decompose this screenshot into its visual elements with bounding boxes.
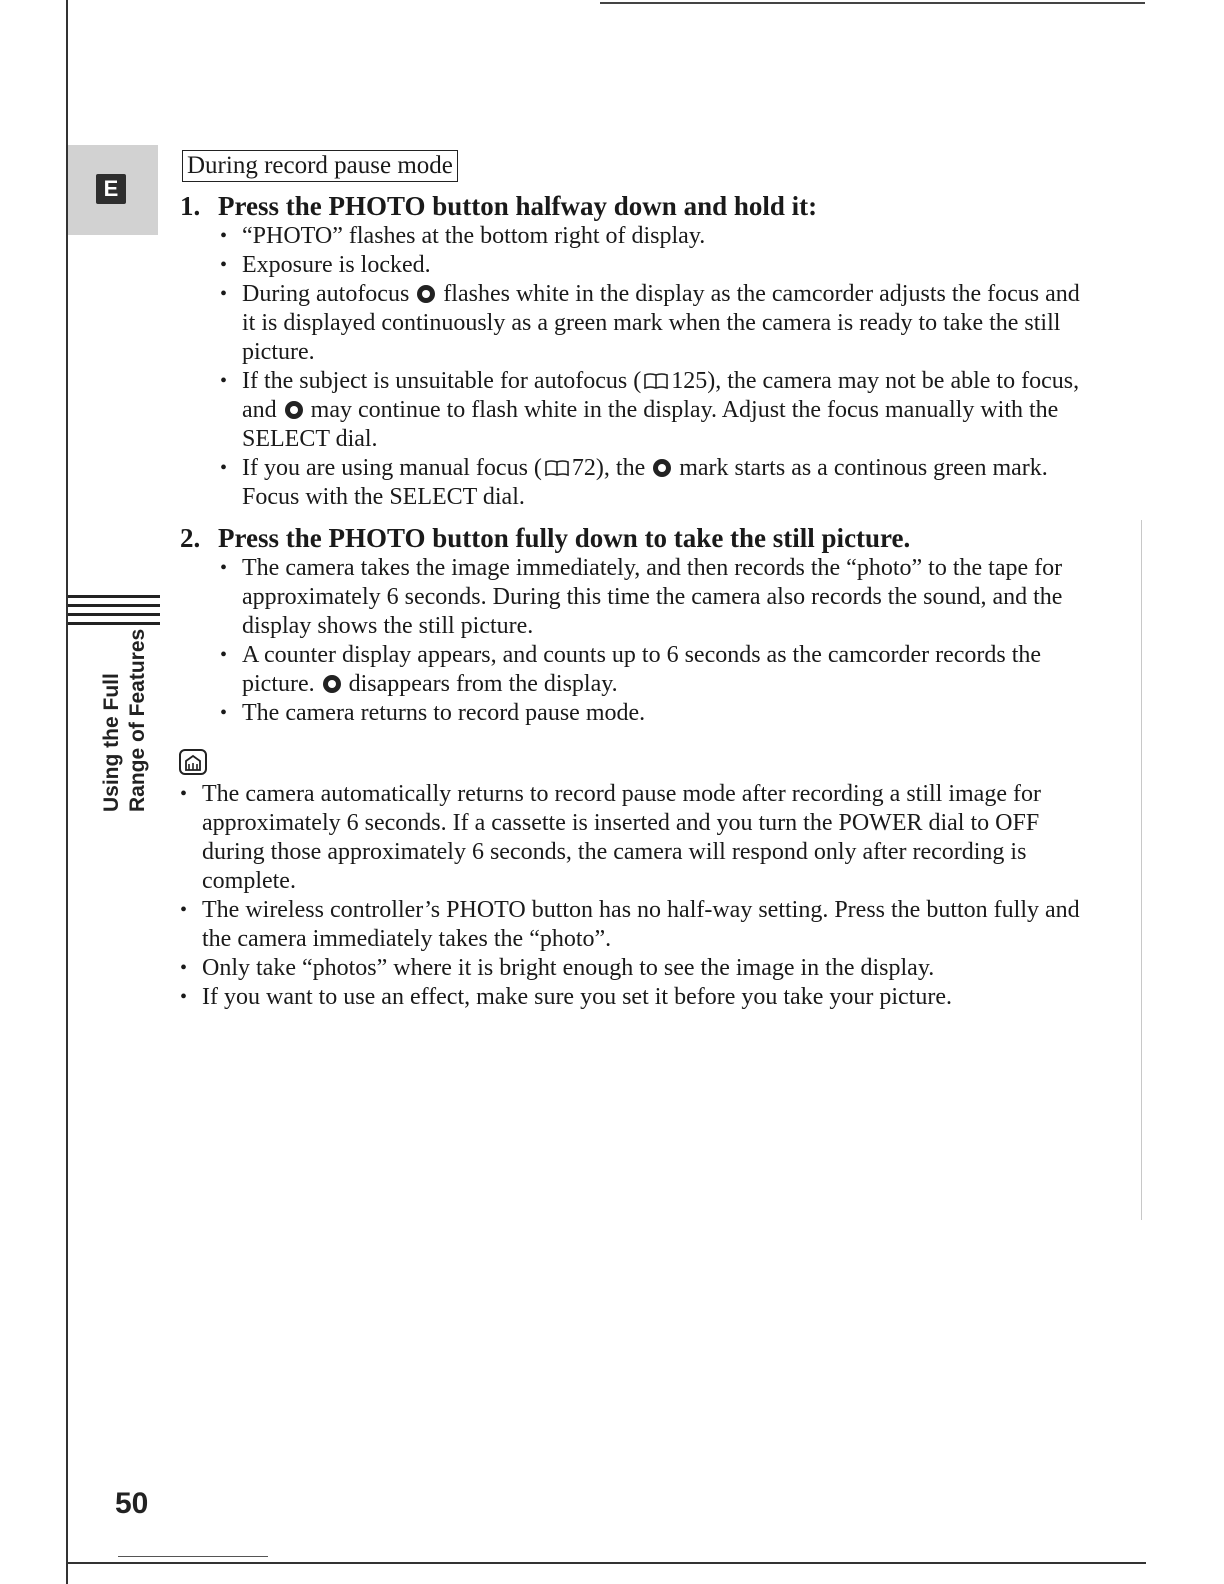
step-1	[180, 190, 1080, 512]
book-reference-icon	[643, 372, 669, 390]
list-item: • A counter display appears, and counts up to 6 seconds as the camcorder records the picture. disappears from the display.	[242, 641, 1080, 699]
left-margin-rule	[66, 0, 68, 1584]
focus-mark-icon	[323, 675, 341, 693]
focus-mark-icon	[417, 285, 435, 303]
bottom-accent-rule	[118, 1556, 268, 1557]
main-content	[180, 150, 1080, 1012]
step-1-bullets	[242, 222, 1080, 512]
bottom-rule	[66, 1562, 1146, 1564]
list-item: • The camera returns to record pause mode.	[242, 699, 1080, 728]
list-item: • Only take “photos” where it is bright enough to see the image in the display.	[202, 954, 1080, 983]
list-item: • If you want to use an effect, make sure you set it before you take your picture.	[202, 983, 1080, 1012]
section-label	[99, 629, 151, 812]
step-1-heading: Press the PHOTO button halfway down and hold it:	[218, 191, 818, 221]
language-badge: E	[96, 174, 126, 204]
notes-list	[202, 780, 1080, 1012]
right-margin-rule	[1141, 520, 1142, 1220]
note-icon	[178, 748, 208, 776]
top-rule	[600, 2, 1145, 4]
list-item: • If you are using manual focus ( 72), the mark starts as a continous green mark. Focus with the SELECT dial.	[242, 454, 1080, 512]
list-item: • Exposure is locked.	[242, 251, 1080, 280]
focus-mark-icon	[653, 459, 671, 477]
step-1-title	[180, 190, 1080, 222]
list-item: • During autofocus flashes white in the display as the camcorder adjusts the focus and it is displayed continuously as a green mark when the camera is ready to take the still picture.	[242, 280, 1080, 367]
list-item: • The camera automatically returns to record pause mode after recording a still image for approximately 6 seconds. If a cassette is inserted and you turn the POWER dial to OFF during those approximately 6 seconds, the camera will respond only after recording is complete.	[202, 780, 1080, 896]
list-item: • “PHOTO” flashes at the bottom right of display.	[242, 222, 1080, 251]
step-1-number: 1.	[180, 191, 201, 221]
focus-mark-icon	[285, 401, 303, 419]
mode-label: During record pause mode	[182, 150, 458, 182]
step-2-bullets	[242, 554, 1080, 728]
step-2	[180, 522, 1080, 728]
list-item: • The camera takes the image immediately, and then records the “photo” to the tape for approximately 6 seconds. During this time the camera also records the sound, and the display shows the still picture.	[242, 554, 1080, 641]
page-number: 50	[115, 1487, 149, 1520]
section-label-line2: Range of Features	[126, 628, 149, 812]
book-reference-icon	[544, 459, 570, 477]
section-marker-bars	[68, 595, 160, 631]
list-item: • If the subject is unsuitable for autofocus ( 125), the camera may not be able to focus, and may continue to flash white in the display. Adjust the focus manually with the SELECT dial.	[242, 367, 1080, 454]
section-label-line1: Using the Full	[100, 673, 123, 812]
list-item: • The wireless controller’s PHOTO button has no half-way setting. Press the button fully and the camera immediately takes the “photo”.	[202, 896, 1080, 954]
step-2-title	[180, 522, 1080, 554]
step-2-number: 2.	[180, 523, 201, 553]
step-2-heading: Press the PHOTO button fully down to take the still picture.	[218, 523, 911, 553]
